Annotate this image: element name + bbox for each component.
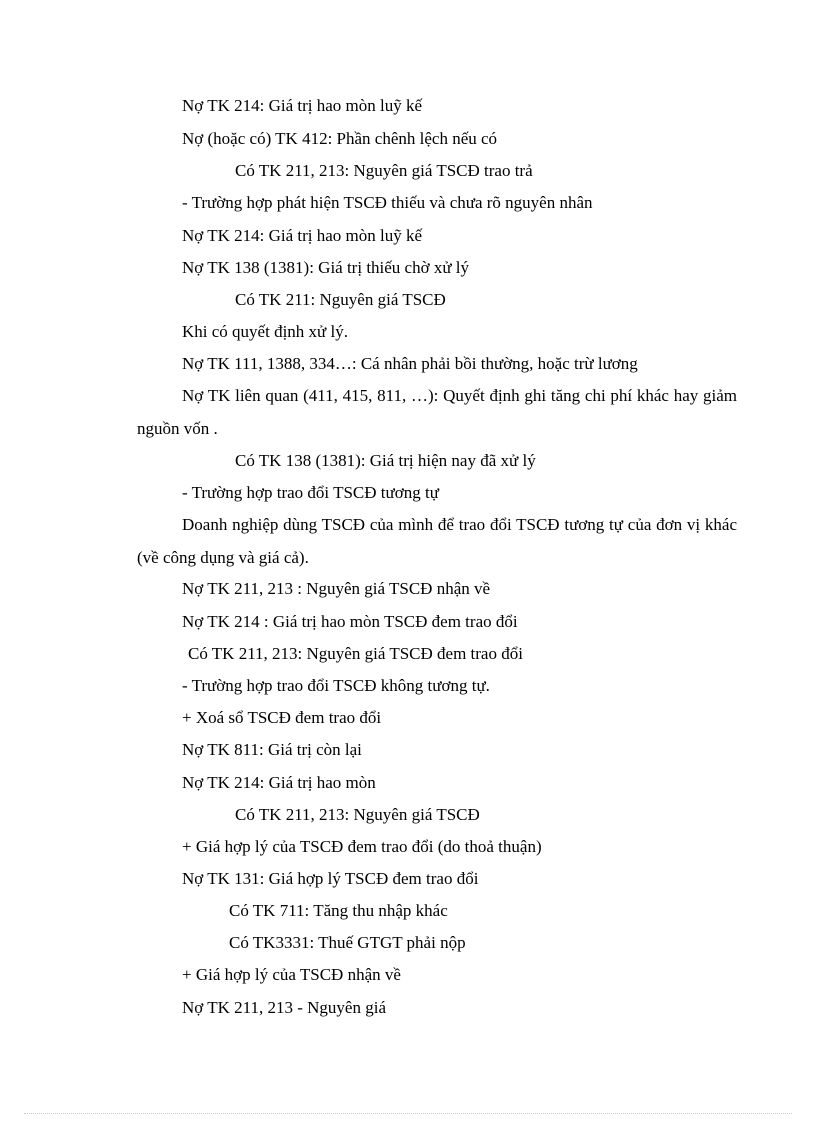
text-line: Nợ TK 214 : Giá trị hao mòn TSCĐ đem trao đổi <box>182 612 518 631</box>
text-line: + Giá hợp lý của TSCĐ đem trao đổi (do thoả thuận) <box>182 837 542 856</box>
text-line: - Trường hợp phát hiện TSCĐ thiếu và chưa rõ nguyên nhân <box>182 193 593 212</box>
text-line: Nợ TK 811: Giá trị còn lại <box>182 740 362 759</box>
text-line: Khi có quyết định xử lý. <box>182 322 348 341</box>
text-line: Có TK 211, 213: Nguyên giá TSCĐ trao trả <box>235 161 533 180</box>
text-line: Có TK 138 (1381): Giá trị hiện nay đã xử lý <box>235 451 536 470</box>
text-line: Nợ (hoặc có) TK 412: Phần chênh lệch nếu có <box>182 129 498 148</box>
text-line: Nợ TK 214: Giá trị hao mòn <box>182 773 376 792</box>
text-line: Nợ TK 214: Giá trị hao mòn luỹ kế <box>182 96 423 115</box>
text-line: Nợ TK 111, 1388, 334…: Cá nhân phải bồi thường, hoặc trừ lương <box>182 354 638 373</box>
text-line: Có TK3331: Thuế GTGT phải nộp <box>229 933 466 952</box>
text-line: Có TK 711: Tăng thu nhập khác <box>229 901 448 920</box>
text-line: Nợ TK 211, 213 - Nguyên giá <box>182 998 386 1017</box>
text-paragraph: Nợ TK liên quan (411, 415, 811, …): Quyết định ghi tăng chi phí khác hay giảm nguồn vốn . <box>137 386 737 438</box>
text-line: - Trường hợp trao đổi TSCĐ tương tự <box>182 483 439 502</box>
text-line: Nợ TK 138 (1381): Giá trị thiếu chờ xử lý <box>182 258 470 277</box>
text-line: - Trường hợp trao đổi TSCĐ không tương tự. <box>182 676 490 695</box>
text-paragraph: Doanh nghiệp dùng TSCĐ của mình để trao đổi TSCĐ tương tự của đơn vị khác (về công dụng và giá cả). <box>137 515 737 567</box>
text-line: Có TK 211: Nguyên giá TSCĐ <box>235 290 446 309</box>
page-bottom-divider <box>24 1113 792 1114</box>
text-line: Có TK 211, 213: Nguyên giá TSCĐ <box>235 805 480 824</box>
text-line: + Xoá sổ TSCĐ đem trao đổi <box>182 708 382 727</box>
text-line: Nợ TK 214: Giá trị hao mòn luỹ kế <box>182 226 423 245</box>
text-line: + Giá hợp lý của TSCĐ nhận về <box>182 965 401 984</box>
text-line: Nợ TK 131: Giá hợp lý TSCĐ đem trao đổi <box>182 869 479 888</box>
text-line: Nợ TK 211, 213 : Nguyên giá TSCĐ nhận về <box>182 579 491 598</box>
text-line: Có TK 211, 213: Nguyên giá TSCĐ đem trao đổi <box>188 644 523 663</box>
